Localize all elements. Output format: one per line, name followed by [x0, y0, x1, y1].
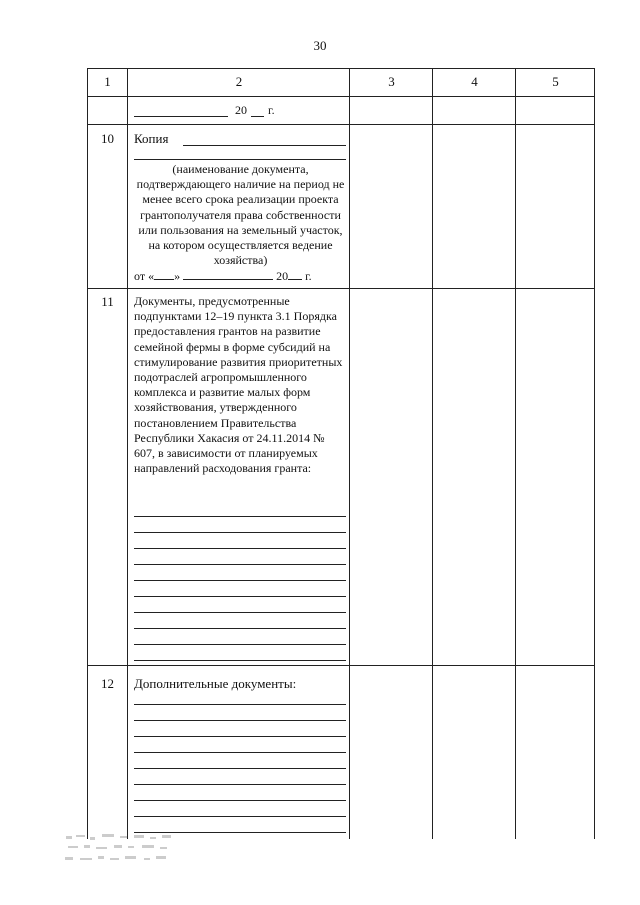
fill-line [134, 548, 346, 549]
table-row-divider [87, 288, 595, 289]
column-header-2: 2 [235, 74, 243, 89]
year-suffix: г. [268, 103, 275, 117]
faded-stamp-mark [62, 832, 182, 870]
column-header-4: 4 [471, 74, 478, 89]
column-header-3: 3 [388, 74, 395, 89]
fill-line [134, 612, 346, 613]
year-blank-line [251, 116, 264, 117]
table-row-divider [87, 124, 595, 125]
column-header-1: 1 [104, 74, 111, 89]
row-11-text: Документы, предусмотренные подпунктами 12–19 пункта 3.1 Порядка предоставления грантов на развитие семейной фермы в форме субсидий на стимулирование развития приоритетных подотраслей агропромышленного комплекса и развитие малых форм хозяйствования, утвержденного постановлением Правительства Республики Хакасия от 24.11.2014 № 607, в зависимости от планируемых направлений расходования гранта: [134, 294, 343, 476]
fill-line [134, 516, 346, 517]
fill-line [134, 628, 346, 629]
fill-line [134, 532, 346, 533]
fill-line [134, 768, 346, 769]
document-name-line [134, 159, 346, 160]
fill-line [134, 816, 346, 817]
fill-line [134, 580, 346, 581]
table-column-divider [432, 68, 433, 839]
table-border-left [87, 68, 88, 839]
copy-label: Копия [134, 131, 169, 146]
table-column-divider [515, 68, 516, 839]
fill-line [134, 704, 346, 705]
fill-line [134, 596, 346, 597]
document-description: (наименование документа, подтверждающего наличие на период не менее всего срока реализации проекта грантополучателя права собственности или пользования на земельный участок, на котором осуществляется ведение хозяйства) [136, 162, 345, 268]
fill-line [134, 800, 346, 801]
copy-blank-line [183, 145, 346, 146]
fill-line [134, 644, 346, 645]
fill-line [134, 564, 346, 565]
fill-line [134, 736, 346, 737]
page-number: 30 [313, 38, 327, 53]
table-column-divider [349, 68, 350, 839]
date-line-row-10: от « » 20 г. [134, 269, 312, 283]
row-number-12: 12 [101, 676, 114, 691]
date-year: 20 [235, 103, 247, 117]
fill-line [134, 752, 346, 753]
date-blank-line [134, 116, 228, 117]
table-column-divider [127, 68, 128, 839]
fill-line [134, 720, 346, 721]
row-number-11: 11 [101, 294, 114, 309]
column-header-5: 5 [552, 74, 559, 89]
row-12-text: Дополнительные документы: [134, 676, 297, 691]
table-border-top [87, 68, 595, 69]
fill-line [134, 660, 346, 661]
table-row-divider [87, 96, 595, 97]
table-border-right [594, 68, 595, 839]
table-row-divider [87, 665, 595, 666]
row-number-10: 10 [101, 131, 114, 146]
fill-line [134, 784, 346, 785]
